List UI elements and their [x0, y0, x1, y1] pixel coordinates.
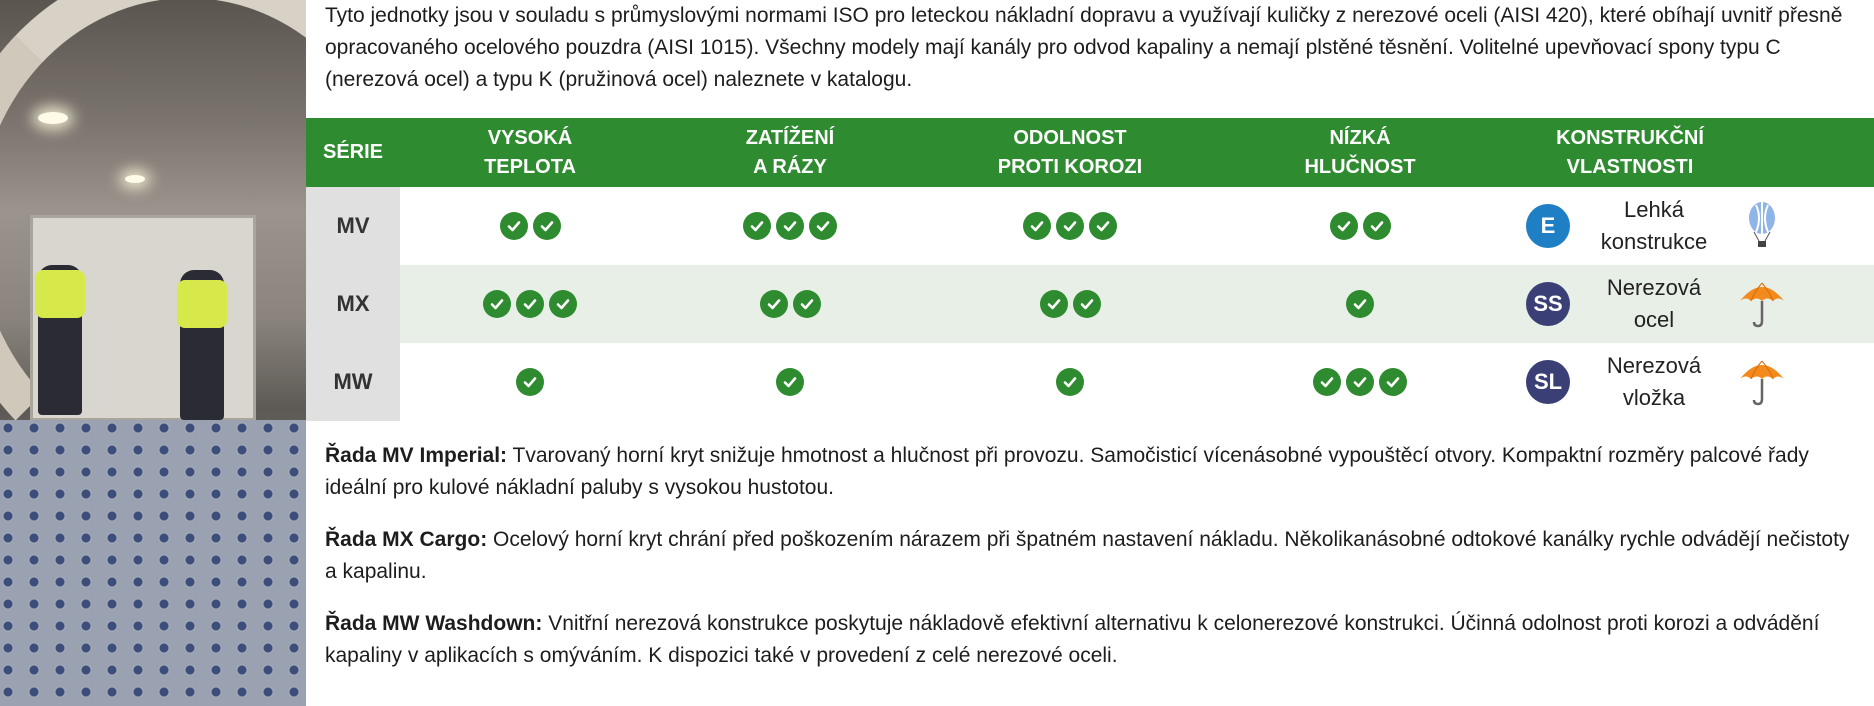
rating-cell	[660, 187, 920, 265]
header-noise	[1220, 118, 1500, 187]
table-row	[306, 343, 1874, 421]
description-title: Řada MX Cargo:	[325, 528, 488, 551]
description-title: Řada MV Imperial:	[325, 444, 508, 467]
rating-cell	[400, 265, 660, 343]
header-line: PROTI KOROZI	[997, 155, 1143, 178]
check-icon	[793, 290, 821, 318]
header-load	[660, 118, 920, 187]
ceiling-light	[38, 112, 68, 124]
construction-feature	[1574, 343, 1734, 421]
header-line: VLASTNOSTI	[1566, 155, 1694, 178]
header-line: HLUČNOST	[1304, 155, 1416, 178]
rating-cell	[1220, 187, 1500, 265]
check-icon	[1363, 212, 1391, 240]
rating-cell	[920, 265, 1220, 343]
umbrella-icon	[1738, 357, 1786, 407]
rating-cell	[660, 343, 920, 421]
check-icon	[1023, 212, 1051, 240]
intro-paragraph: Tyto jednotky jsou v souladu s průmyslovými normami ISO pro leteckou nákladní dopravu a využívají kuličky z nerezové oceli (AISI 420), které obíhají uvnitř přesně opracovaného ocelového pouzdra (AISI 1015). Všechny modely mají kanály pro odvod kapaliny a nemají plstěné těsnění. Volitelné upevňovací spony typu C (nerezová ocel) a typu K (pružinová ocel) naleznete v katalogu.	[325, 4, 1843, 91]
check-icon	[1073, 290, 1101, 318]
check-icon	[760, 290, 788, 318]
description-text: Tvarovaný horní kryt snižuje hmotnost a hlučnost při provozu. Samočisticí vícenásobné vypouštěcí otvory. Kompaktní rozměry palcové řady ideální pro kulové nákladní paluby s vysokou hustotou.	[325, 444, 1809, 499]
rating-cell	[1220, 343, 1500, 421]
serie-label: MV	[306, 187, 400, 265]
construction-feature	[1574, 265, 1734, 343]
check-icon	[1346, 368, 1374, 396]
feature-line: Lehká	[1624, 197, 1684, 222]
construction-feature	[1574, 187, 1734, 265]
hot-air-balloon-icon	[1742, 201, 1782, 251]
description-title: Řada MW Washdown:	[325, 612, 543, 635]
feature-line: vložka	[1622, 385, 1686, 410]
check-icon	[1313, 368, 1341, 396]
check-icon	[1056, 368, 1084, 396]
worker-vest	[35, 270, 85, 318]
feature-line: Nerezová	[1606, 353, 1702, 378]
header-line: VYSOKÁ	[487, 126, 573, 149]
table-row	[306, 187, 1874, 265]
check-icon	[1379, 368, 1407, 396]
header-line: NÍZKÁ	[1329, 126, 1391, 149]
check-icon	[1056, 212, 1084, 240]
feature-line: Nerezová	[1606, 275, 1702, 300]
header-high-temp	[400, 118, 660, 187]
header-serie-label: SÉRIE	[322, 141, 384, 163]
check-icon	[516, 290, 544, 318]
feature-line: ocel	[1633, 307, 1675, 332]
ball-transfer-floor	[0, 420, 306, 706]
worker-vest	[177, 280, 227, 328]
umbrella-icon	[1738, 279, 1786, 329]
header-corrosion	[920, 118, 1220, 187]
table-header	[306, 118, 1874, 187]
check-icon	[809, 212, 837, 240]
check-icon	[500, 212, 528, 240]
description-text: Ocelový horní kryt chrání před poškozením nárazem při špatném nastavení nákladu. Několikanásobné odtokové kanálky rychle odvádějí nečistoty a kapalinu.	[325, 528, 1850, 583]
check-icon	[1089, 212, 1117, 240]
series-description	[325, 440, 1865, 504]
rating-cell	[660, 265, 920, 343]
header-serie	[306, 118, 400, 187]
construction-badge: SL	[1526, 360, 1570, 404]
feature-line: konstrukce	[1600, 229, 1708, 254]
check-icon	[743, 212, 771, 240]
rating-cell	[920, 343, 1220, 421]
header-line: ODOLNOST	[1013, 126, 1127, 149]
rating-cell	[400, 187, 660, 265]
check-icon	[483, 290, 511, 318]
rating-cell	[400, 343, 660, 421]
serie-label: MW	[306, 343, 400, 421]
check-icon	[1040, 290, 1068, 318]
series-description	[325, 608, 1865, 672]
check-icon	[533, 212, 561, 240]
header-line: KONSTRUKČNÍ	[1556, 126, 1704, 149]
header-line: A RÁZY	[753, 155, 827, 178]
check-icon	[1346, 290, 1374, 318]
construction-badge: E	[1526, 204, 1570, 248]
construction-badge: SS	[1526, 282, 1570, 326]
check-icon	[776, 212, 804, 240]
ceiling-light	[125, 175, 145, 183]
rating-cell	[1220, 265, 1500, 343]
check-icon	[1330, 212, 1358, 240]
header-construction	[1500, 118, 1760, 187]
header-line: TEPLOTA	[484, 155, 576, 178]
header-line: ZATÍŽENÍ	[745, 126, 835, 149]
serie-label: MX	[306, 265, 400, 343]
check-icon	[549, 290, 577, 318]
rating-cell	[920, 187, 1220, 265]
check-icon	[516, 368, 544, 396]
cargo-hold-photo	[0, 0, 306, 706]
check-icon	[776, 368, 804, 396]
description-text: Vnitřní nerezová konstrukce poskytuje nákladově efektivní alternativu k celonerezové konstrukci. Účinná odolnost proti korozi a odvádění kapaliny v aplikacích s omýváním. K dispozici také v provedení z celé nerezové oceli.	[325, 612, 1820, 667]
table-row	[306, 265, 1874, 343]
series-description	[325, 524, 1865, 588]
